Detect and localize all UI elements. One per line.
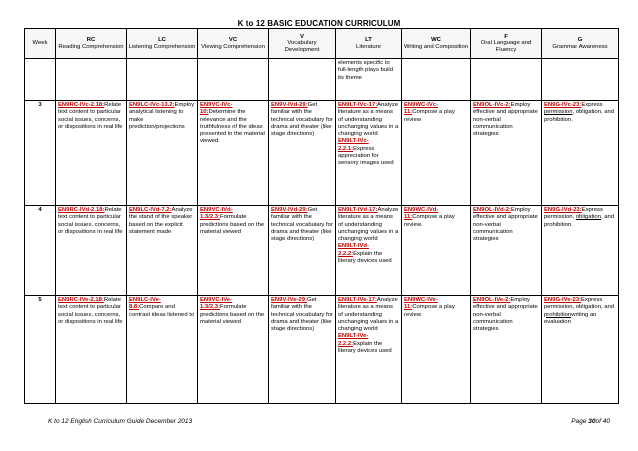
competency-cell [198,101,269,206]
competency-text: Compare and contrast ideas listened to [129,304,195,318]
competency-code: EN9LT-IVd-17: [338,207,378,213]
footer-page-number: Page 30of 40 [571,418,610,425]
competency-code: EN9LT-IVd-2.2.2: [338,243,369,257]
competency-text: prohibition. [544,116,573,123]
competency-text: Determine the relevance and the truthfulness of the ideas presented in the material viewed [200,109,265,145]
week-row [25,101,619,206]
col-header-rc [56,29,127,59]
competency-cell [542,296,619,404]
competency-text: Get familiar with the technical vocabulary for drama and theater (like stage directions) [271,102,333,138]
col-name: Grammar Awareness [552,43,608,50]
competency-code: EN9WC-IVe-11: [404,297,438,311]
competency-cell [127,206,198,296]
col-code: F [504,33,508,40]
competency-code: EN9VC-IVc-10: [200,102,233,116]
competency-text: permission [544,109,573,116]
competency-text: Express permission, obligation, and [544,297,615,311]
competency-text: Get familiar with the technical vocabulary for drama and theater (like stage directions) [271,207,333,243]
competency-code: EN9LT-IVe-17: [338,297,377,303]
competency-code: EN9VC-IVd-1.3/2.3: [200,207,233,221]
week-row [25,296,619,404]
week-number: 5 [25,296,56,404]
competency-code: EN9G-IVe-23: [544,297,581,303]
week-number: 4 [25,206,56,296]
col-code: LC [158,36,166,43]
competency-code: EN9OL-IVd-2: [473,207,511,213]
week-header: Week [25,29,56,59]
competency-cell [402,206,471,296]
competency-text: Formulate predictions based on the material viewed [200,304,265,325]
competency-code: EN9V-IVe-29: [271,297,308,303]
competency-text: Compose a play review [404,304,455,318]
competency-code: EN9G-IVd-23: [544,207,582,213]
competency-text: Relate text content to particular social issues, concerns, or dispositions in real life [58,102,123,130]
competency-text: obligation [575,214,601,221]
col-header-f [471,29,542,59]
col-name: Viewing Comprehension [201,43,265,50]
competency-code: EN9VC-IVe-1.3/2.3: [200,297,233,311]
competency-text: Explain the literary devices used [338,250,392,265]
col-name: Vocabulary Development [284,40,320,53]
week-row [25,206,619,296]
competency-code: EN9RC-IVe-2.18: [58,297,104,303]
competency-code: EN9LT-IVc-17: [338,102,378,108]
competency-cell [269,206,336,296]
competency-text: Express [581,102,603,108]
competency-code: EN9LT-IVe-2.2.2: [338,333,369,347]
col-header-v [269,29,336,59]
col-header-lc [127,29,198,59]
competency-cell [471,296,542,404]
competency-code: EN9OL-IVc-2: [473,102,511,108]
competency-cell [402,101,471,206]
col-name: Writing and Composition [403,43,469,50]
col-name: Reading Comprehension [58,43,124,50]
col-header-wc [402,29,471,59]
page-number: 30 [588,418,596,425]
competency-cell [471,206,542,296]
continuation-cell: elements specific to full-length plays build its theme [336,59,402,101]
competency-cell [542,206,619,296]
competency-code: EN9LT-IVc-2.2.1: [338,138,369,152]
competency-code: EN9V-IVd-29: [271,102,308,108]
competency-code: EN9WC-IVd-11: [404,207,439,221]
competency-code: EN9LC-IVc-13.2: [129,102,175,108]
competency-cell [336,206,402,296]
competency-cell [56,206,127,296]
col-header-vc [198,29,269,59]
competency-text: Explain the literary devices used [338,340,392,355]
competency-text: Analyze literature as a means of understanding unchanging values in a changing world [338,207,399,243]
col-header-g [542,29,619,59]
competency-cell [127,101,198,206]
competency-code: EN9G-IVc-23: [544,102,582,108]
competency-text: writing an evaluation [544,311,597,325]
competency-text: Get familiar with the technical vocabulary for drama and theater (like stage directions) [271,297,333,333]
competency-code: EN9V-IVd-29: [271,207,308,213]
competency-cell [402,296,471,404]
competency-cell [127,296,198,404]
competency-cell [56,296,127,404]
competency-text: Employ effective and appropriate non-verbal communication strategies [473,297,538,333]
competency-cell [542,101,619,206]
col-name: Listening Comprehension [128,43,196,50]
continuation-row [25,59,619,101]
competency-cell [56,101,127,206]
competency-code: EN9WC-IVc-11: [404,102,439,116]
curriculum-table [24,28,619,404]
competency-cell [336,101,402,206]
competency-cell [198,296,269,404]
competency-text: Analyze the stand of the speaker based on the explicit statement made [129,207,193,235]
footer-guide-title: K to 12 English Curriculum Guide December 2013 [48,418,193,425]
competency-text: Employ effective and appropriate non-verbal communication strategies [473,207,538,243]
col-name: Literature [356,43,381,50]
competency-code: EN9OL-IVe-2: [473,297,511,303]
competency-cell [336,296,402,404]
competency-text: Employ analytical listening to make prediction/projections [129,102,195,130]
competency-text: Relate text content to particular social issues, concerns, or dispositions in real life [58,207,123,235]
competency-cell [269,101,336,206]
header-row [25,29,619,59]
col-header-lt [336,29,402,59]
page-title: K to 12 BASIC EDUCATION CURRICULUM [237,19,401,28]
competency-text: prohibition [544,311,572,318]
competency-code: EN9RC-IVd-2.18: [58,207,105,213]
competency-text: , obligation, and [572,109,615,116]
competency-text: Compose a play review [404,109,455,123]
col-code: WC [431,36,441,43]
competency-text: Relate text content to particular social issues, concerns, or dispositions in real life [58,297,123,325]
competency-cell [471,101,542,206]
competency-text: Analyze literature as a means of understanding unchanging values in a changing world [338,102,399,138]
competency-text: Analyze literature as a means of understanding unchanging values in a changing world [338,297,399,333]
col-code: LT [365,36,372,43]
col-code: G [577,36,583,43]
competency-text: Formulate predictions based on the material viewed [200,214,265,235]
competency-code: EN9LC-IVe-8.8: [129,297,161,311]
col-code: RC [86,36,96,43]
competency-text: Express permission, [544,207,603,221]
col-code: VC [228,36,238,43]
competency-cell [198,206,269,296]
competency-text: , and prohibition. [544,214,615,228]
competency-cell [269,296,336,404]
competency-text: Employ effective and appropriate non-verbal communication strategies [473,102,538,138]
competency-code: EN9RC-IVc-2.18: [58,102,105,108]
competency-code: EN9LC-IVd-7.2: [129,207,172,213]
col-name: Oral Language and Fluency [480,40,532,53]
week-number: 3 [25,101,56,206]
col-code: V [300,33,304,40]
competency-text: Compose a play review. [404,214,455,228]
competency-text: Express appreciation for sensory images used [338,145,394,167]
